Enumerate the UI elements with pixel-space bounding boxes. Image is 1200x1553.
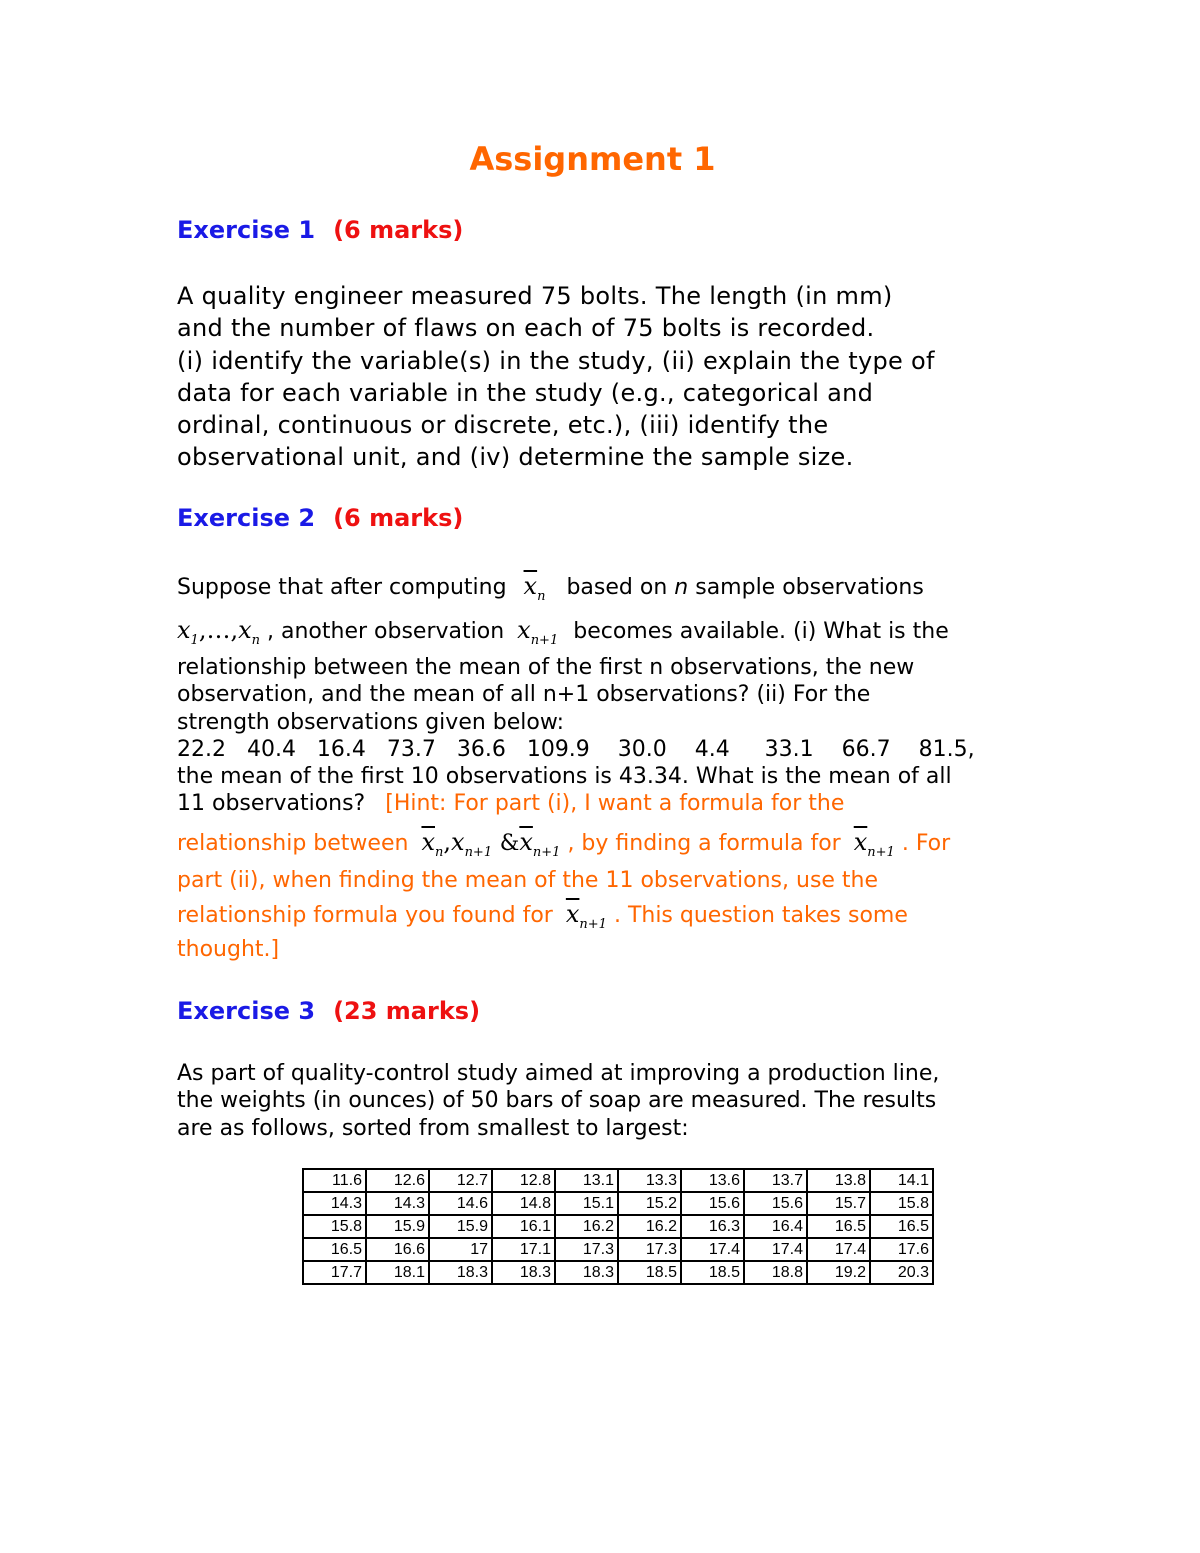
exercise-1-heading: [177, 216, 463, 244]
table-cell: 16.4: [744, 1215, 807, 1238]
table-cell: 18.3: [492, 1261, 555, 1284]
table-cell: 13.1: [555, 1169, 618, 1192]
hint-text: [Hint: For part (i), I want a formula for the: [385, 791, 845, 817]
table-cell: 18.5: [618, 1261, 681, 1284]
exercise-1-marks: (6 marks): [333, 216, 464, 244]
exercise-3-marks: (23 marks): [333, 997, 481, 1025]
table-cell: 17.3: [555, 1238, 618, 1261]
exercise-3-label: Exercise 3: [177, 997, 316, 1025]
table-cell: 16.5: [870, 1215, 933, 1238]
table-cell: 17.1: [492, 1238, 555, 1261]
x-n-plus-1-symbol: $x_{n+1}$: [517, 616, 559, 648]
table-cell: 17.7: [303, 1261, 366, 1284]
table-cell: 13.3: [618, 1169, 681, 1192]
table-cell: 17: [429, 1238, 492, 1261]
strength-observations: 22.2 40.4 16.4 73.7 36.6 109.9 30.0 4.4 33.1 66.7 81.5,: [177, 736, 975, 762]
xbar-n-plus-1-symbol: $\overline{x}_{n+1}$: [565, 900, 607, 932]
table-cell: 15.1: [555, 1192, 618, 1215]
table-cell: 15.6: [744, 1192, 807, 1215]
exercise-1-label: Exercise 1: [177, 216, 316, 244]
table-cell: 18.1: [366, 1261, 429, 1284]
table-cell: 12.8: [492, 1169, 555, 1192]
exercise-2-line: 11 observations? [Hint: For part (i), I want a formula for the: [177, 791, 845, 817]
table-cell: 15.9: [366, 1215, 429, 1238]
table-cell: 15.6: [681, 1192, 744, 1215]
table-cell: 17.6: [870, 1238, 933, 1261]
table-cell: 14.3: [303, 1192, 366, 1215]
table-cell: 15.8: [870, 1192, 933, 1215]
table-cell: 16.2: [555, 1215, 618, 1238]
table-cell: 18.3: [555, 1261, 618, 1284]
table-cell: 13.6: [681, 1169, 744, 1192]
exercise-1-text: [177, 280, 935, 474]
exercise-2-line: strength observations given below:: [177, 709, 565, 735]
exercise-1-line: (i) identify the variable(s) in the study, (ii) explain the type of: [177, 346, 935, 375]
exercise-2-marks: (6 marks): [333, 504, 464, 532]
table-cell: 18.5: [681, 1261, 744, 1284]
table-cell: 17.4: [681, 1238, 744, 1261]
exercise-3-line: the weights (in ounces) of 50 bars of soap are measured. The results: [177, 1088, 937, 1114]
exercise-1-line: observational unit, and (iv) determine the sample size.: [177, 443, 854, 472]
table-cell: 14.8: [492, 1192, 555, 1215]
table-cell: 11.6: [303, 1169, 366, 1192]
exercise-2-line-1: Suppose that after computing $\overline{x}_n$ based on n sample observations: [177, 572, 924, 604]
table-cell: 16.2: [618, 1215, 681, 1238]
table-cell: 16.6: [366, 1238, 429, 1261]
exercise-2-line-2: $x_1,\dots,x_n$ , another observation $x_{n+1}$ becomes available. (i) What is the: [177, 616, 949, 648]
exercise-2-line: the mean of the first 10 observations is 43.34. What is the mean of all: [177, 764, 952, 790]
xbar-n-plus-1-symbol: $\overline{x}_{n+1}$: [853, 828, 895, 860]
table-row: [303, 1238, 933, 1261]
table-cell: 15.2: [618, 1192, 681, 1215]
page-title: Assignment 1: [469, 140, 716, 178]
exercise-3-heading: [177, 997, 480, 1025]
table-row: [303, 1169, 933, 1192]
table-row: [303, 1261, 933, 1284]
exercise-2-body: [177, 654, 975, 818]
table-cell: 15.8: [303, 1215, 366, 1238]
exercise-3-line: are as follows, sorted from smallest to largest:: [177, 1115, 689, 1141]
exercise-1-line: and the number of flaws on each of 75 bolts is recorded.: [177, 314, 875, 343]
table-cell: 18.3: [429, 1261, 492, 1284]
xbar-n-symbol: $\overline{x}_n$: [523, 572, 546, 604]
hint-line-3: part (ii), when finding the mean of the 11 observations, use the: [177, 868, 879, 893]
exercise-3-line: As part of quality-control study aimed at improving a production line,: [177, 1061, 940, 1086]
table-cell: 20.3: [870, 1261, 933, 1284]
table-cell: 12.6: [366, 1169, 429, 1192]
table-cell: 14.3: [366, 1192, 429, 1215]
hint-formula: $\overline{x}_n,x_{n+1}$ $\&\overline{x}_{n+1}$: [421, 828, 561, 860]
table-cell: 12.7: [429, 1169, 492, 1192]
exercise-1-line: ordinal, continuous or discrete, etc.), (iii) identify the: [177, 411, 829, 440]
exercise-2-line: relationship between the mean of the first n observations, the new: [177, 655, 915, 680]
table-cell: 17.4: [807, 1238, 870, 1261]
table-cell: 14.1: [870, 1169, 933, 1192]
soap-weights-table: [302, 1168, 934, 1285]
table-row: [303, 1192, 933, 1215]
exercise-1-line: A quality engineer measured 75 bolts. The length (in mm): [177, 282, 893, 310]
table-cell: 14.6: [429, 1192, 492, 1215]
table-cell: 17.3: [618, 1238, 681, 1261]
table-cell: 18.8: [744, 1261, 807, 1284]
table-cell: 15.7: [807, 1192, 870, 1215]
x-sequence-symbol: $x_1,\dots,x_n$: [177, 616, 261, 648]
hint-line-4: relationship formula you found for $\overline{x}_{n+1}$ . This question takes some: [177, 900, 908, 932]
table-cell: 16.5: [807, 1215, 870, 1238]
hint-line-2: relationship between $\overline{x}_n,x_{n+1}$ $\&\overline{x}_{n+1}$ , by finding a formula for $\overline{x}_{n+1}$ . For: [177, 828, 951, 860]
hint-line-5: thought.]: [177, 937, 280, 962]
table-cell: 13.7: [744, 1169, 807, 1192]
table-cell: 17.4: [744, 1238, 807, 1261]
table-cell: 16.3: [681, 1215, 744, 1238]
table-cell: 19.2: [807, 1261, 870, 1284]
exercise-1-line: data for each variable in the study (e.g., categorical and: [177, 378, 874, 407]
exercise-2-heading: [177, 504, 463, 532]
table-row: [303, 1215, 933, 1238]
table-cell: 16.1: [492, 1215, 555, 1238]
exercise-2-line: observation, and the mean of all n+1 observations? (ii) For the: [177, 682, 871, 708]
table-cell: 15.9: [429, 1215, 492, 1238]
exercise-3-text: [177, 1060, 939, 1142]
table-cell: 13.8: [807, 1169, 870, 1192]
exercise-2-label: Exercise 2: [177, 504, 316, 532]
table-cell: 16.5: [303, 1238, 366, 1261]
